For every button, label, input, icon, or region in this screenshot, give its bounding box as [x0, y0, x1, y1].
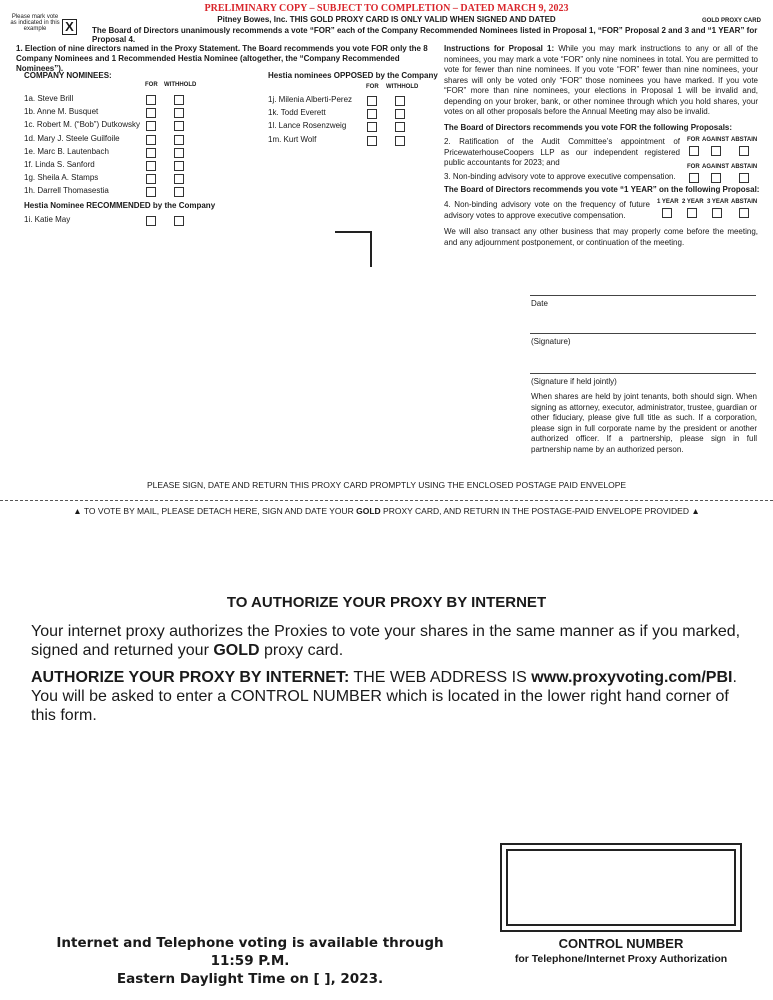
withhold-checkbox[interactable] [174, 216, 184, 226]
nominee-name: 1k. Todd Everett [268, 108, 326, 118]
p4-abstain-checkbox[interactable] [739, 208, 749, 218]
withhold-checkbox[interactable] [174, 174, 184, 184]
for-checkbox[interactable] [146, 108, 156, 118]
nominee-name: 1d. Mary J. Steele Guilfoile [24, 133, 120, 143]
para2-lead: AUTHORIZE YOUR PROXY BY INTERNET: [31, 669, 350, 686]
p3-for-label: FOR [687, 164, 700, 170]
p3-against-checkbox[interactable] [711, 173, 721, 183]
sign-return-instruction: PLEASE SIGN, DATE AND RETURN THIS PROXY CARD PROMPTLY USING THE ENCLOSED POSTAGE PAID ENVELOPE [146, 480, 627, 490]
withhold-checkbox[interactable] [395, 96, 405, 106]
mark-example-text: Please mark vote as indicated in this example [10, 14, 60, 32]
p2-abstain-checkbox[interactable] [739, 146, 749, 156]
for-column-label-opposed: FOR [366, 84, 379, 90]
recommend-for-heading: The Board of Directors recommends you vote FOR the following Proposals: [444, 123, 733, 132]
nominee-name: 1m. Kurt Wolf [268, 134, 317, 144]
withhold-checkbox[interactable] [174, 148, 184, 158]
mark-example-box: X [62, 19, 77, 35]
joint-signature-line[interactable] [530, 373, 756, 374]
for-checkbox[interactable] [367, 96, 377, 106]
joint-signature-label: (Signature if held jointly) [531, 377, 617, 386]
for-checkbox[interactable] [367, 109, 377, 119]
for-checkbox[interactable] [146, 187, 156, 197]
para2-mid: THE WEB ADDRESS IS [349, 669, 532, 686]
nominee-name: 1e. Marc B. Lautenbach [24, 146, 109, 156]
nominee-name: 1l. Lance Rosenzweig [268, 121, 347, 131]
p4-2year-checkbox[interactable] [687, 208, 697, 218]
instructions-lead: Instructions for Proposal 1: [444, 44, 555, 53]
gold-proxy-card-label: GOLD PROXY CARD [702, 18, 761, 24]
proposal-1-instructions [444, 44, 758, 118]
signature-label: (Signature) [531, 337, 571, 346]
para1-post: proxy card. [259, 642, 344, 659]
date-label: Date [531, 299, 548, 308]
p2-against-label: AGAINST [702, 137, 729, 143]
for-checkbox[interactable] [146, 95, 156, 105]
nominee-name: 1g. Sheila A. Stamps [24, 173, 99, 183]
p4-abstain-label: ABSTAIN [731, 199, 758, 205]
withhold-checkbox[interactable] [395, 109, 405, 119]
p4-3year-checkbox[interactable] [712, 208, 722, 218]
p2-abstain-label: ABSTAIN [731, 137, 758, 143]
card-title: Pitney Bowes, Inc. THIS GOLD PROXY CARD IS ONLY VALID WHEN SIGNED AND DATED [217, 15, 556, 24]
withhold-checkbox[interactable] [174, 108, 184, 118]
nominee-name: 1h. Darrell Thomasestia [24, 186, 109, 196]
para1-gold: GOLD [213, 642, 260, 659]
detach-post: PROXY CARD, AND RETURN IN THE POSTAGE-PAID ENVELOPE PROVIDED ▲ [380, 506, 700, 516]
p4-3year-label: 3 YEAR [707, 199, 729, 205]
date-line[interactable] [530, 295, 756, 296]
control-number-subtitle: for Telephone/Internet Proxy Authorization [514, 953, 728, 965]
p2-against-checkbox[interactable] [711, 146, 721, 156]
internet-para-1 [31, 622, 747, 660]
board-recommendation-line: The Board of Directors unanimously recommends a vote “FOR” each of the Company Recommended Nominees listed in Proposal 1, “FOR” Proposal 2 and 3 and “1 YEAR” for Proposal 4. [92, 26, 758, 44]
for-checkbox[interactable] [146, 148, 156, 158]
for-checkbox[interactable] [146, 174, 156, 184]
proposal-4-text: 4. Non-binding advisory vote on the frequency of future advisory votes to approve executive compensation. [444, 200, 650, 220]
proxy-voting-url[interactable]: www.proxyvoting.com/PBI [531, 669, 733, 686]
joint-signature-instructions: When shares are held by joint tenants, both should sign. When signing as attorney, executor, administrator, trustee, guardian or other fiduciary, please give full title as such. If a corporation, please sign in full corporate name by the president or another authorized officer. If a partnership, please sign in full partnership name by an authorized person. [531, 392, 757, 454]
para2-period: . [732, 669, 737, 686]
p4-2year-label: 2 YEAR [682, 199, 704, 205]
p4-1year-checkbox[interactable] [662, 208, 672, 218]
control-number-label: CONTROL NUMBER [558, 936, 684, 951]
nominee-name: 1j. Milenia Alberti-Perez [268, 95, 353, 104]
withhold-checkbox[interactable] [174, 161, 184, 171]
voting-line-2: Eastern Daylight Time on [ ], 2023. [116, 971, 384, 987]
hestia-opposed-heading: Hestia nominees OPPOSED by the Company [268, 71, 438, 80]
p3-against-label: AGAINST [702, 164, 729, 170]
p3-for-checkbox[interactable] [689, 173, 699, 183]
para1-pre: Your internet proxy authorizes the Proxies to vote your shares in the same manner as if you marked, signed and returned your [31, 623, 741, 659]
for-checkbox[interactable] [146, 161, 156, 171]
withhold-checkbox[interactable] [174, 187, 184, 197]
nominee-name: 1i. Katie May [24, 215, 71, 224]
preliminary-copy-banner: PRELIMINARY COPY – SUBJECT TO COMPLETION – DATED MARCH 9, 2023 [204, 3, 569, 14]
recommend-year-heading: The Board of Directors recommends you vote “1 YEAR” on the following Proposal: [444, 185, 760, 194]
other-business-text: We will also transact any other business that may properly come before the meeting, and any adjournment postponement, or continuation of the meeting. [444, 227, 758, 247]
for-checkbox[interactable] [146, 135, 156, 145]
p3-abstain-label: ABSTAIN [731, 164, 758, 170]
proposal-1-heading: 1. Election of nine directors named in the Proxy Statement. The Board recommends you vote FOR only the 8 Company Nominees and 1 Recommended Hestia Nominee (altogether, the “Company Recommended Nominees”). [16, 44, 428, 73]
nominee-name: 1c. Robert M. (“Bob”) Dutkowsky [24, 120, 141, 130]
for-checkbox[interactable] [367, 122, 377, 132]
voting-line-1: Internet and Telephone voting is available through 11:59 P.M. [56, 935, 444, 969]
withhold-checkbox[interactable] [174, 95, 184, 105]
for-checkbox[interactable] [367, 136, 377, 146]
p4-1year-label: 1 YEAR [657, 199, 679, 205]
detach-instruction [0, 506, 773, 516]
withhold-checkbox[interactable] [174, 121, 184, 131]
withhold-checkbox[interactable] [174, 135, 184, 145]
nominee-name: 1b. Anne M. Busquet [24, 107, 99, 117]
for-checkbox[interactable] [146, 216, 156, 226]
detach-pre: ▲ TO VOTE BY MAIL, PLEASE DETACH HERE, SIGN AND DATE YOUR [73, 506, 357, 516]
detach-line [0, 500, 773, 501]
withhold-column-label: WITHHOLD [164, 82, 197, 88]
signature-line[interactable] [530, 333, 756, 334]
withhold-checkbox[interactable] [395, 122, 405, 132]
p2-for-label: FOR [687, 137, 700, 143]
registration-corner-mark [335, 231, 372, 267]
p3-abstain-checkbox[interactable] [739, 173, 749, 183]
company-nominees-heading: COMPANY NOMINEES: [24, 71, 112, 80]
p2-for-checkbox[interactable] [689, 146, 699, 156]
hestia-recommended-heading: Hestia Nominee RECOMMENDED by the Company [24, 201, 216, 210]
nominee-name: 1a. Steve Brill [24, 94, 74, 103]
proposal-2-text: 2. Ratification of the Audit Committee’s appointment of PricewaterhouseCoopers LLP as our independent registered public accountants for 2023; and [444, 137, 680, 167]
withhold-column-label-opposed: WITHHOLD [386, 84, 419, 90]
para2-rest: You will be asked to enter a CONTROL NUMBER which is located in the lower right hand corner of this form. [31, 688, 729, 724]
for-checkbox[interactable] [146, 121, 156, 131]
internet-auth-title: TO AUTHORIZE YOUR PROXY BY INTERNET [226, 594, 547, 611]
proposal-3-text: 3. Non-binding advisory vote to approve executive compensation. [444, 172, 676, 181]
nominee-name: 1f. Linda S. Sanford [24, 160, 95, 169]
control-number-inner-box [506, 849, 736, 926]
voting-availability [40, 934, 460, 988]
detach-gold: GOLD [356, 506, 381, 516]
instructions-text: While you may mark instructions to any or all of the nominees, you may mark a vote “FOR” only nine nominees in total. You are permitted to vote for fewer than nine nominees. If you vote “FOR” fewer than nine nominees, your shares will only be voted only “FOR” those nominees you have marked. If you vote “FOR” more than nine nominees, your elections in Proposal 1 will be invalid and, depending on your broker, bank, or other nominee through which you hold shares, your votes on all other proposals before the Annual Meeting may also be invalid. [444, 44, 758, 116]
for-column-label: FOR [145, 82, 158, 88]
withhold-checkbox[interactable] [395, 136, 405, 146]
internet-para-2 [31, 668, 747, 725]
